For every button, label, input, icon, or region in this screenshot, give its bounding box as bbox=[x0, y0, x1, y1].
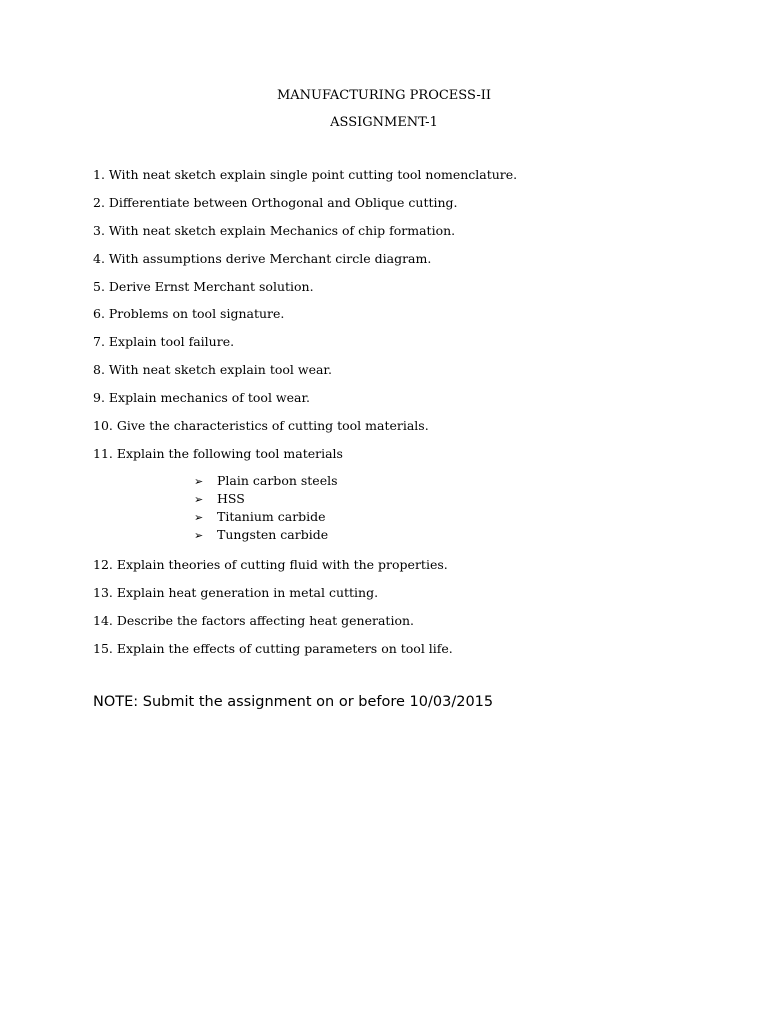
question-item: 12. Explain theories of cutting fluid with the properties. bbox=[93, 557, 448, 572]
sub-list-item-label: Titanium carbide bbox=[217, 509, 326, 524]
question-item: 2. Differentiate between Orthogonal and Oblique cutting. bbox=[93, 195, 458, 210]
sub-list-item-label: HSS bbox=[217, 491, 245, 506]
question-item: 10. Give the characteristics of cutting tool materials. bbox=[93, 418, 429, 433]
sub-list-item-label: Plain carbon steels bbox=[217, 473, 338, 488]
question-item: 6. Problems on tool signature. bbox=[93, 306, 285, 321]
question-item: 3. With neat sketch explain Mechanics of chip formation. bbox=[93, 223, 456, 238]
arrow-bullet-icon: ➢ bbox=[194, 493, 204, 506]
question-item: 5. Derive Ernst Merchant solution. bbox=[93, 279, 314, 294]
question-item: 8. With neat sketch explain tool wear. bbox=[93, 362, 332, 377]
sub-list-item-label: Tungsten carbide bbox=[217, 527, 329, 542]
question-item: 11. Explain the following tool materials bbox=[93, 446, 343, 461]
question-item: 14. Describe the factors affecting heat generation. bbox=[93, 613, 414, 628]
sub-list-item bbox=[194, 509, 326, 526]
sub-list-item bbox=[194, 473, 338, 490]
question-item: 15. Explain the effects of cutting parameters on tool life. bbox=[93, 641, 453, 656]
question-item: 7. Explain tool failure. bbox=[93, 334, 235, 349]
arrow-bullet-icon: ➢ bbox=[194, 529, 204, 542]
course-title: MANUFACTURING PROCESS-II bbox=[276, 88, 492, 103]
question-item: 4. With assumptions derive Merchant circle diagram. bbox=[93, 251, 432, 266]
question-item: 9. Explain mechanics of tool wear. bbox=[93, 390, 311, 405]
submission-note: NOTE: Submit the assignment on or before 10/03/2015 bbox=[93, 694, 494, 710]
sub-list-item bbox=[194, 527, 328, 544]
question-item: 1. With neat sketch explain single point cutting tool nomenclature. bbox=[93, 167, 518, 182]
sub-list-item bbox=[194, 491, 245, 508]
arrow-bullet-icon: ➢ bbox=[194, 511, 204, 524]
arrow-bullet-icon: ➢ bbox=[194, 475, 204, 488]
question-item: 13. Explain heat generation in metal cutting. bbox=[93, 585, 379, 600]
assignment-title: ASSIGNMENT-1 bbox=[330, 115, 438, 130]
